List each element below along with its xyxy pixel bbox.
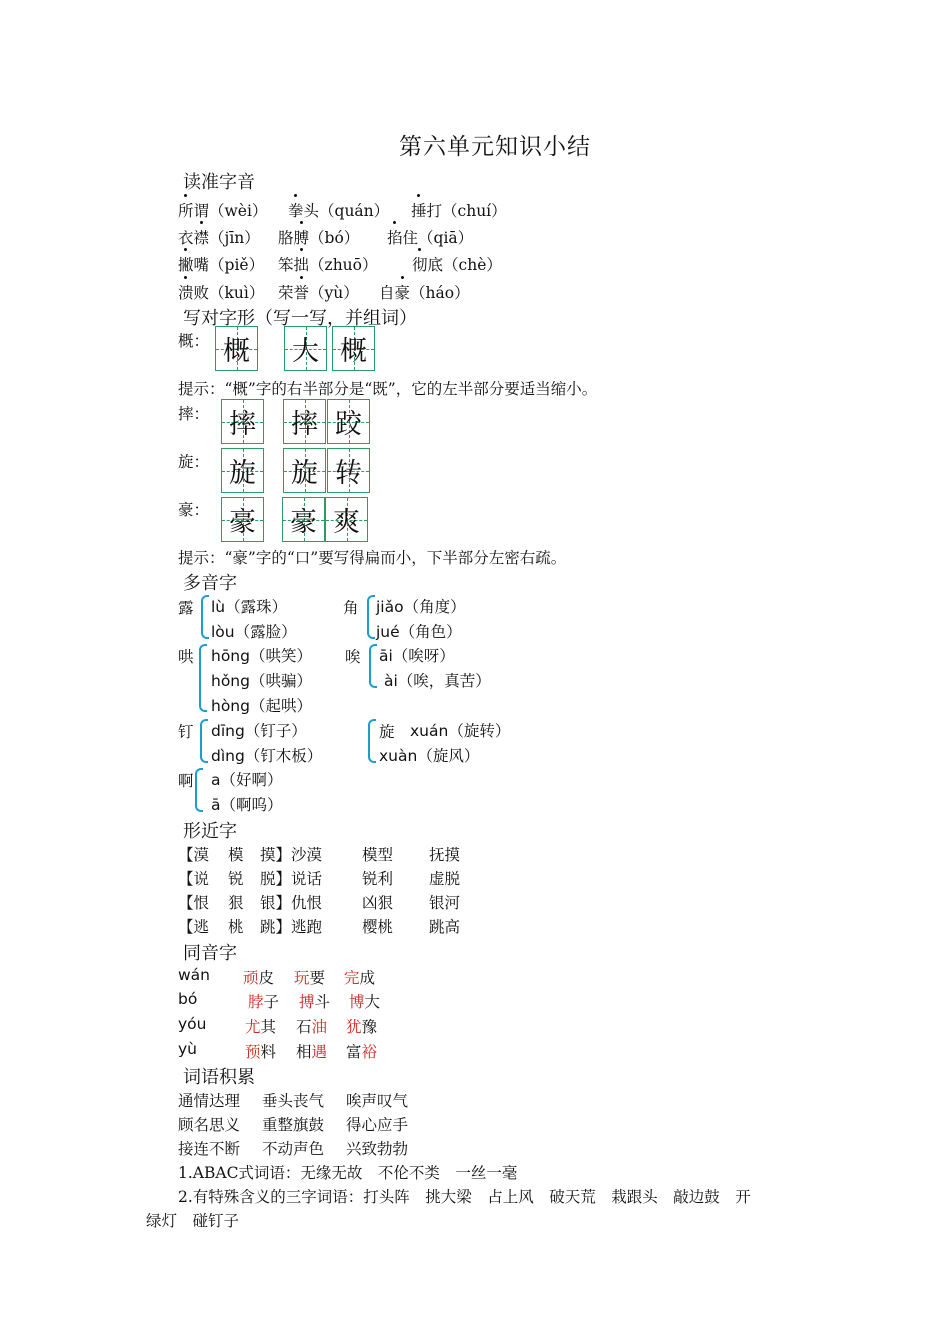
pron-char: 彻 [412,253,428,275]
pron-pinyin: （yù） [309,284,359,302]
homophone-pinyin: yù [178,1040,197,1058]
poly-char: 角 [343,599,359,617]
homophone-pinyin: yóu [178,1015,207,1033]
section-similar: 形近字 [183,821,237,842]
pron-char: 谓 [193,202,210,220]
box-char: 概 [223,336,250,367]
writing-hint: 提示：“豪”字的“口”要写得扁而小，下半部分左密右疏。 [178,549,567,567]
vocab-word: 顾名思义 [178,1116,241,1134]
homophone-char: 预 [245,1043,261,1061]
pron-item [387,226,473,248]
pron-item [411,199,507,221]
homophone-word [344,966,375,988]
pron-char: 膊 [294,226,310,248]
pron-pinyin: （chè） [443,256,502,274]
poly-reading: lòu（露脸） [211,623,297,641]
box-char: 摔 [291,409,318,440]
poly-char: 钉 [178,723,194,741]
pron-char: 捶 [411,199,427,221]
vocab-word: 得心应手 [346,1116,409,1134]
poly-reading: xuán（旋转） [410,722,511,740]
similar-cell: 【说 [178,870,210,888]
similar-cell: 脱】说话 [260,870,323,888]
homophone-char: 子 [263,993,280,1011]
box-char: 旋 [291,458,318,489]
vocab-word: 接连不断 [178,1140,241,1158]
homophone-char: 大 [364,993,381,1011]
pron-char: 襟 [194,226,210,248]
section-polyphonic: 多音字 [183,573,237,594]
pron-char: 胳 [278,229,294,247]
box-char: 摔 [229,409,256,440]
pron-char: 嘴 [193,256,210,274]
homophone-pinyin: bó [178,990,198,1008]
char-label: 概： [178,332,210,350]
homophone-char: 要 [309,969,326,987]
poly-reading: lù（露珠） [211,598,288,616]
box-char: 转 [335,458,362,489]
homophone-char: 遇 [311,1043,328,1061]
box-char: 大 [292,336,319,367]
brace-icon [195,768,203,812]
homophone-word [243,966,274,988]
pron-pinyin: （bó） [309,229,360,247]
similar-row [178,915,460,937]
poly-reading: jué（角色） [376,623,462,641]
box-char: 概 [340,336,367,367]
tianzige-box [325,497,368,542]
homophone-char: 博 [349,993,365,1011]
pron-char: 自 [379,284,395,302]
tianzige-box [327,448,370,493]
homophone-word [346,1015,377,1037]
brace-icon [368,719,376,763]
similar-row [178,891,460,913]
vocab-word: 兴致勃勃 [346,1140,409,1158]
pron-pinyin: （háo） [410,284,470,302]
pron-pinyin: （chuí） [442,202,507,220]
vocab-word: 通情达理 [178,1092,241,1110]
box-char: 旋 [229,458,256,489]
pron-pinyin: （quán） [319,202,390,220]
pron-item [278,226,359,248]
vocab-word: 不动声色 [262,1140,325,1158]
pron-char: 笨 [278,256,294,274]
pron-char: 底 [427,256,444,274]
homophone-char: 玩 [294,969,310,987]
poly-char: 唉 [345,648,361,666]
homophone-char: 豫 [361,1018,378,1036]
pron-char: 撇 [178,253,194,275]
vocab-row [178,1137,408,1159]
similar-cell: 桃 [228,918,244,936]
poly-reading: dīng（钉子） [211,722,307,740]
poly-reading: āi（唉呀） [379,647,455,665]
vocab-row [178,1089,408,1111]
homophone-char: 石 [296,1018,312,1036]
brace-icon [200,719,208,763]
homophone-char: 尤 [245,1018,261,1036]
poly-reading: ài（唉，真苦） [384,672,491,690]
similar-cell: 虚脱 [429,870,461,888]
pron-pinyin: （zhuō） [309,256,378,274]
homophone-char: 裕 [361,1043,378,1061]
pron-item [379,281,470,303]
tianzige-box [215,326,258,371]
pron-row-3 [178,253,264,275]
vocab-row [178,1113,408,1135]
poly-reading: dìng（钉木板） [211,747,323,765]
poly-reading: a（好啊） [211,771,283,789]
poly-reading: jiǎo（角度） [376,598,466,616]
pron-char: 败 [193,284,210,302]
section-homophone: 同音字 [183,943,237,964]
pron-pinyin: （jīn） [209,229,260,247]
homophone-pinyin: wán [178,966,210,984]
page-title: 第六单元知识小结 [399,134,591,160]
pron-char: 溃 [178,281,194,303]
poly-reading: hǒng（哄骗） [211,672,312,690]
homophone-char: 犹 [346,1018,362,1036]
homophone-char: 相 [296,1043,312,1061]
tianzige-box [327,399,370,444]
char-label: 旋： [178,453,210,471]
box-char: 豪 [229,507,256,538]
pron-pinyin: （kuì） [209,284,265,302]
vocab-word: 重整旗鼓 [262,1116,325,1134]
homophone-char: 斗 [314,993,331,1011]
pron-char: 打 [426,202,443,220]
section-writing: 写对字形（写一写，并组词） [183,308,417,329]
brace-icon [369,644,377,688]
poly-reading: xuàn（旋风） [379,747,480,765]
homophone-char: 脖 [248,993,264,1011]
tianzige-box [332,326,375,371]
poly-char: 啊 [178,772,194,790]
pron-item [288,199,389,221]
similar-cell: 摸】沙漠 [260,846,323,864]
vocab-word: 唉声叹气 [346,1092,409,1110]
homophone-char: 成 [359,969,376,987]
homophone-char: 料 [260,1043,277,1061]
homophone-word [248,990,279,1012]
homophone-word [296,1015,327,1037]
homophone-word [296,1040,327,1062]
poly-char: 旋 [379,723,395,741]
similar-cell: 樱桃 [362,918,394,936]
pron-char: 所 [178,199,194,221]
pron-pinyin: （qiā） [418,229,474,247]
pron-row-1 [178,199,267,221]
poly-char: 哄 [178,648,194,666]
brace-icon [201,595,209,639]
vocab-word: 垂头丧气 [262,1092,325,1110]
similar-cell: 狠 [228,894,244,912]
brace-icon [367,595,375,639]
homophone-word [294,966,325,988]
tianzige-box [221,399,264,444]
similar-cell: 锐 [228,870,244,888]
pron-char: 头 [303,202,320,220]
homophone-word [349,990,380,1012]
homophone-word [299,990,330,1012]
tianzige-box [283,399,326,444]
homophone-word [245,1040,276,1062]
homophone-char: 其 [260,1018,277,1036]
poly-reading: hōng（哄笑） [211,647,312,665]
pron-char: 豪 [395,281,411,303]
section-vocab: 词语积累 [183,1067,255,1088]
homophone-char: 富 [346,1043,362,1061]
similar-cell: 跳高 [429,918,461,936]
pron-pinyin: （piě） [209,256,265,274]
similar-cell: 锐利 [362,870,394,888]
pron-row-4 [178,281,264,303]
pron-char: 住 [402,229,419,247]
tianzige-box [283,448,326,493]
similar-cell: 模型 [362,846,394,864]
char-label: 摔： [178,405,210,423]
pron-item [278,253,378,275]
pron-char: 誉 [294,281,310,303]
similar-row [178,867,460,889]
poly-reading: hòng（起哄） [211,697,312,715]
three-char-words-cont: 绿灯 碰钉子 [146,1212,240,1230]
similar-cell: 【恨 [178,894,210,912]
pron-char: 荣 [278,284,294,302]
poly-char: 露 [178,599,194,617]
writing-hint: 提示：“概”字的右半部分是“既”，它的左半部分要适当缩小。 [178,380,598,398]
similar-cell: 模 [228,846,244,864]
three-char-words: 2.有特殊含义的三字词语：打头阵 挑大梁 占上风 破天荒 栽跟头 敲边鼓 开 [178,1188,751,1206]
pron-pinyin: （wèi） [209,202,268,220]
poly-reading: ā（啊呜） [211,796,283,814]
pron-char: 拳 [288,199,304,221]
homophone-char: 顽 [243,969,259,987]
homophone-char: 搏 [299,993,315,1011]
pron-char: 掐 [387,226,403,248]
section-pronunciation: 读准字音 [183,172,255,193]
pron-item [278,281,359,303]
abac-words: 1.ABAC式词语：无缘无故 不伦不类 一丝一毫 [178,1164,518,1182]
homophone-char: 完 [344,969,360,987]
homophone-char: 皮 [258,969,275,987]
box-char: 跤 [335,409,362,440]
tianzige-box [282,497,325,542]
pron-row-2 [178,226,260,248]
pron-char: 衣 [178,229,194,247]
homophone-word [346,1040,377,1062]
similar-cell: 抚摸 [429,846,461,864]
similar-cell: 银河 [429,894,461,912]
similar-cell: 【逃 [178,918,210,936]
homophone-char: 油 [311,1018,328,1036]
box-char: 豪 [290,507,317,538]
tianzige-box [221,497,264,542]
similar-cell: 银】仇恨 [260,894,323,912]
tianzige-box [221,448,264,493]
pron-item [412,253,502,275]
pron-char: 拙 [294,253,310,275]
similar-cell: 凶狠 [362,894,394,912]
similar-row [178,843,460,865]
similar-cell: 跳】逃跑 [260,918,323,936]
char-label: 豪： [178,501,210,519]
brace-icon [199,644,207,712]
similar-cell: 【漠 [178,846,210,864]
homophone-word [245,1015,276,1037]
tianzige-box [284,326,327,371]
box-char: 爽 [333,507,360,538]
